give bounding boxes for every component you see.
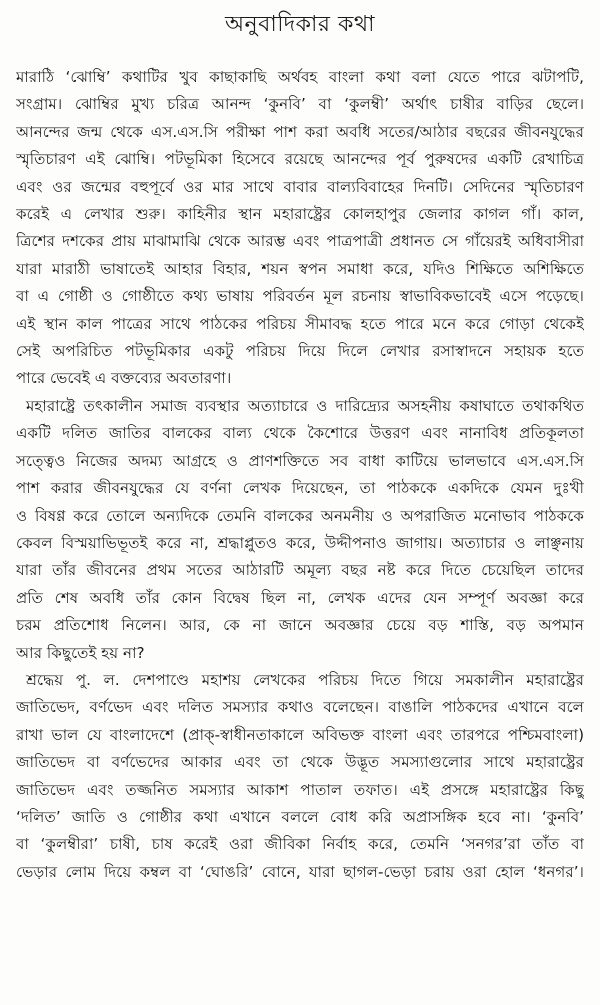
text-line: যারা মারাঠী ভাষাতেই আহার বিহার, শয়ন স্বপন সমাধা করে, যদিও শিক্ষিতে অশিক্ষিতে: [16, 259, 584, 278]
text-line: ও বিষণ্ণ করে তোলে অন্যদিকে তেমনি বালকের অনমনীয় ও অপরাজিত মনোভাব পাঠককে: [16, 506, 584, 525]
text-line: জাতিভেদ, বর্ণভেদ এবং দলিত সমস্যার কথাও বলেছেন। বাঙালি পাঠকদের এখানে বলে: [16, 698, 584, 717]
text-line: একটি দলিত জাতির বালকের বাল্য থেকে কৈশোরে উত্তরণ এবং নানাবিধ প্রতিকূলতা: [16, 424, 584, 443]
text-line: আনন্দের জন্ম থেকে এস.এস.সি পরীক্ষা পাশ করা অবধি সতের/আঠার বছরের জীবনযুদ্ধের: [16, 122, 584, 141]
text-line: পারে ভেবেই এ বক্তব্যের অবতারণা।: [16, 369, 232, 388]
text-line: জাতিভেদ বা বর্ণভেদের আকার এবং তা থেকে উদ্ভূত সমস্যাগুলোর সাথে মহারাষ্ট্রের: [16, 753, 584, 772]
text-line: সত্ত্বেও নিজের অদম্য আগ্রহে ও প্রাণশক্তিতে সব বাধা কাটিয়ে ভালভাবে এস.এস.সি: [16, 451, 584, 470]
text-line: সেই অপরিচিত পটভূমিকার একটু পরিচয় দিয়ে দিলে লেখার রসাস্বাদনে সহায়ক হতে: [16, 342, 584, 361]
text-line: ভেড়ার লোম দিয়ে কম্বল বা ‘ঘোঙরি’ বোনে, যারা ছাগল-ভেড়া চরায় ওরা হোল ‘ধনগর’।: [16, 862, 584, 881]
text-line: বা ‘কুলম্বীরা’ চাষী, চাষ করেই ওরা জীবিকা নির্বাহ করে, তেমনি ‘সনগর’রা তাঁত বা: [16, 835, 584, 854]
text-line: করেই এ লেখার শুরু। কাহিনীর স্থান মহারাষ্ট্রের কোলহাপুর জেলার কাগল গাঁ। কাল,: [16, 205, 584, 224]
paragraph-2: [16, 393, 584, 667]
text-line: বা এ গোষ্ঠী ও গোষ্ঠীতে কথ্য ভাষায় পরিবর্তন মূল রচনায় স্বাভাবিকভাবেই এসে পড়েছে।: [16, 287, 584, 306]
text-line: চরম প্রতিশোধ নিলেন। আর, কে না জানে অবজ্ঞার চেয়ে বড় শাস্তি, বড় অপমান: [16, 616, 584, 635]
text-line: ত্রিশের দশকের প্রায় মাঝামাঝি থেকে আরম্ভ এবং পাত্রপাত্রী প্রধানত সে গাঁয়েরই অধিবাসীরা: [16, 232, 584, 251]
text-line: কেবল বিস্ময়াভিভূতই করে না, শ্রদ্ধাপ্লুতও করে, উদ্দীপনাও জাগায়। অত্যাচার ও লাঞ্ছনায়: [16, 533, 584, 552]
body-text: [16, 64, 584, 886]
page-title: অনুবাদিকার কথা: [224, 12, 376, 37]
text-line: ‘দলিত’ জাতি ও গোষ্ঠীর কথা এখানে বললে বোধ করি অপ্রাসঙ্গিক হবে না। ‘কুনবি’: [16, 807, 584, 826]
text-line: মারাঠি ‘ঝোম্বি’ কথাটির খুব কাছাকাছি অর্থবহ বাংলা কথা বলা যেতে পারে ঝটাপটি,: [16, 68, 584, 86]
text-line: যারা তাঁর জীবনের প্রথম সতের আঠারটি অমূল্য বছর নষ্ট করে দিতে চেয়েছিল তাদের: [16, 561, 584, 580]
text-line: প্রতি শেষ অবধি তাঁর কোন বিদ্বেষ ছিল না, লেখক এদের যেন সম্পূর্ণ অবজ্ঞা করে: [16, 588, 584, 607]
text-line: পাশ করার জীবনযুদ্ধের যে বর্ণনা লেখক দিয়েছেন, তা পাঠককে একদিকে যেমন দুঃখী: [16, 479, 584, 498]
text-line: এবং ওর জন্মের বহুপূর্বে ওর মার সাথে বাবার বাল্যবিবাহের দিনটি। সেদিনের স্মৃতিচারণ: [16, 177, 584, 196]
paragraph-1: [16, 64, 584, 393]
text-line: সংগ্রাম। ঝোম্বির মুখ্য চরিত্র আনন্দ ‘কুনবি’ বা ‘কুলম্বী’ অর্থাৎ চাষীর বাড়ির ছেলে।: [16, 95, 584, 114]
text-line: জাতিভেদ এবং তজ্জনিত সমস্যার আকাশ পাতাল তফাত। এই প্রসঙ্গে মহারাষ্ট্রের কিছু: [16, 780, 584, 799]
text-line: রাখা ভাল যে বাংলাদেশে (প্রাক্-স্বাধীনতাকালে অবিভক্ত বাংলা এবং তারপরে পশ্চিমবাংলা): [16, 725, 584, 744]
text-line: মহারাষ্ট্রে তৎকালীন সমাজ ব্যবস্থার অত্যাচারে ও দারিদ্র্যের অসহনীয় কষাঘাতে তথাকথিত: [26, 396, 584, 415]
text-line: এই স্থান কাল পাত্রের সাথে পাঠকের পরিচয় সীমাবদ্ধ হতে পারে মনে করে গোড়া থেকেই: [16, 314, 584, 333]
text-line: আর কিছুতেই হয় না?: [16, 643, 145, 662]
paragraph-3: [16, 667, 584, 886]
text-line: শ্রদ্ধেয় পু. ল. দেশপাণ্ডে মহাশয় লেখকের পরিচয় দিতে গিয়ে সমকালীন মহারাষ্ট্রের: [26, 670, 584, 689]
text-line: স্মৃতিচারণ এই ঝোম্বি। পটভূমিকা হিসেবে রয়েছে আনন্দের পূর্ব পুরুষদের একটি রেখাচিত্র: [16, 150, 584, 169]
